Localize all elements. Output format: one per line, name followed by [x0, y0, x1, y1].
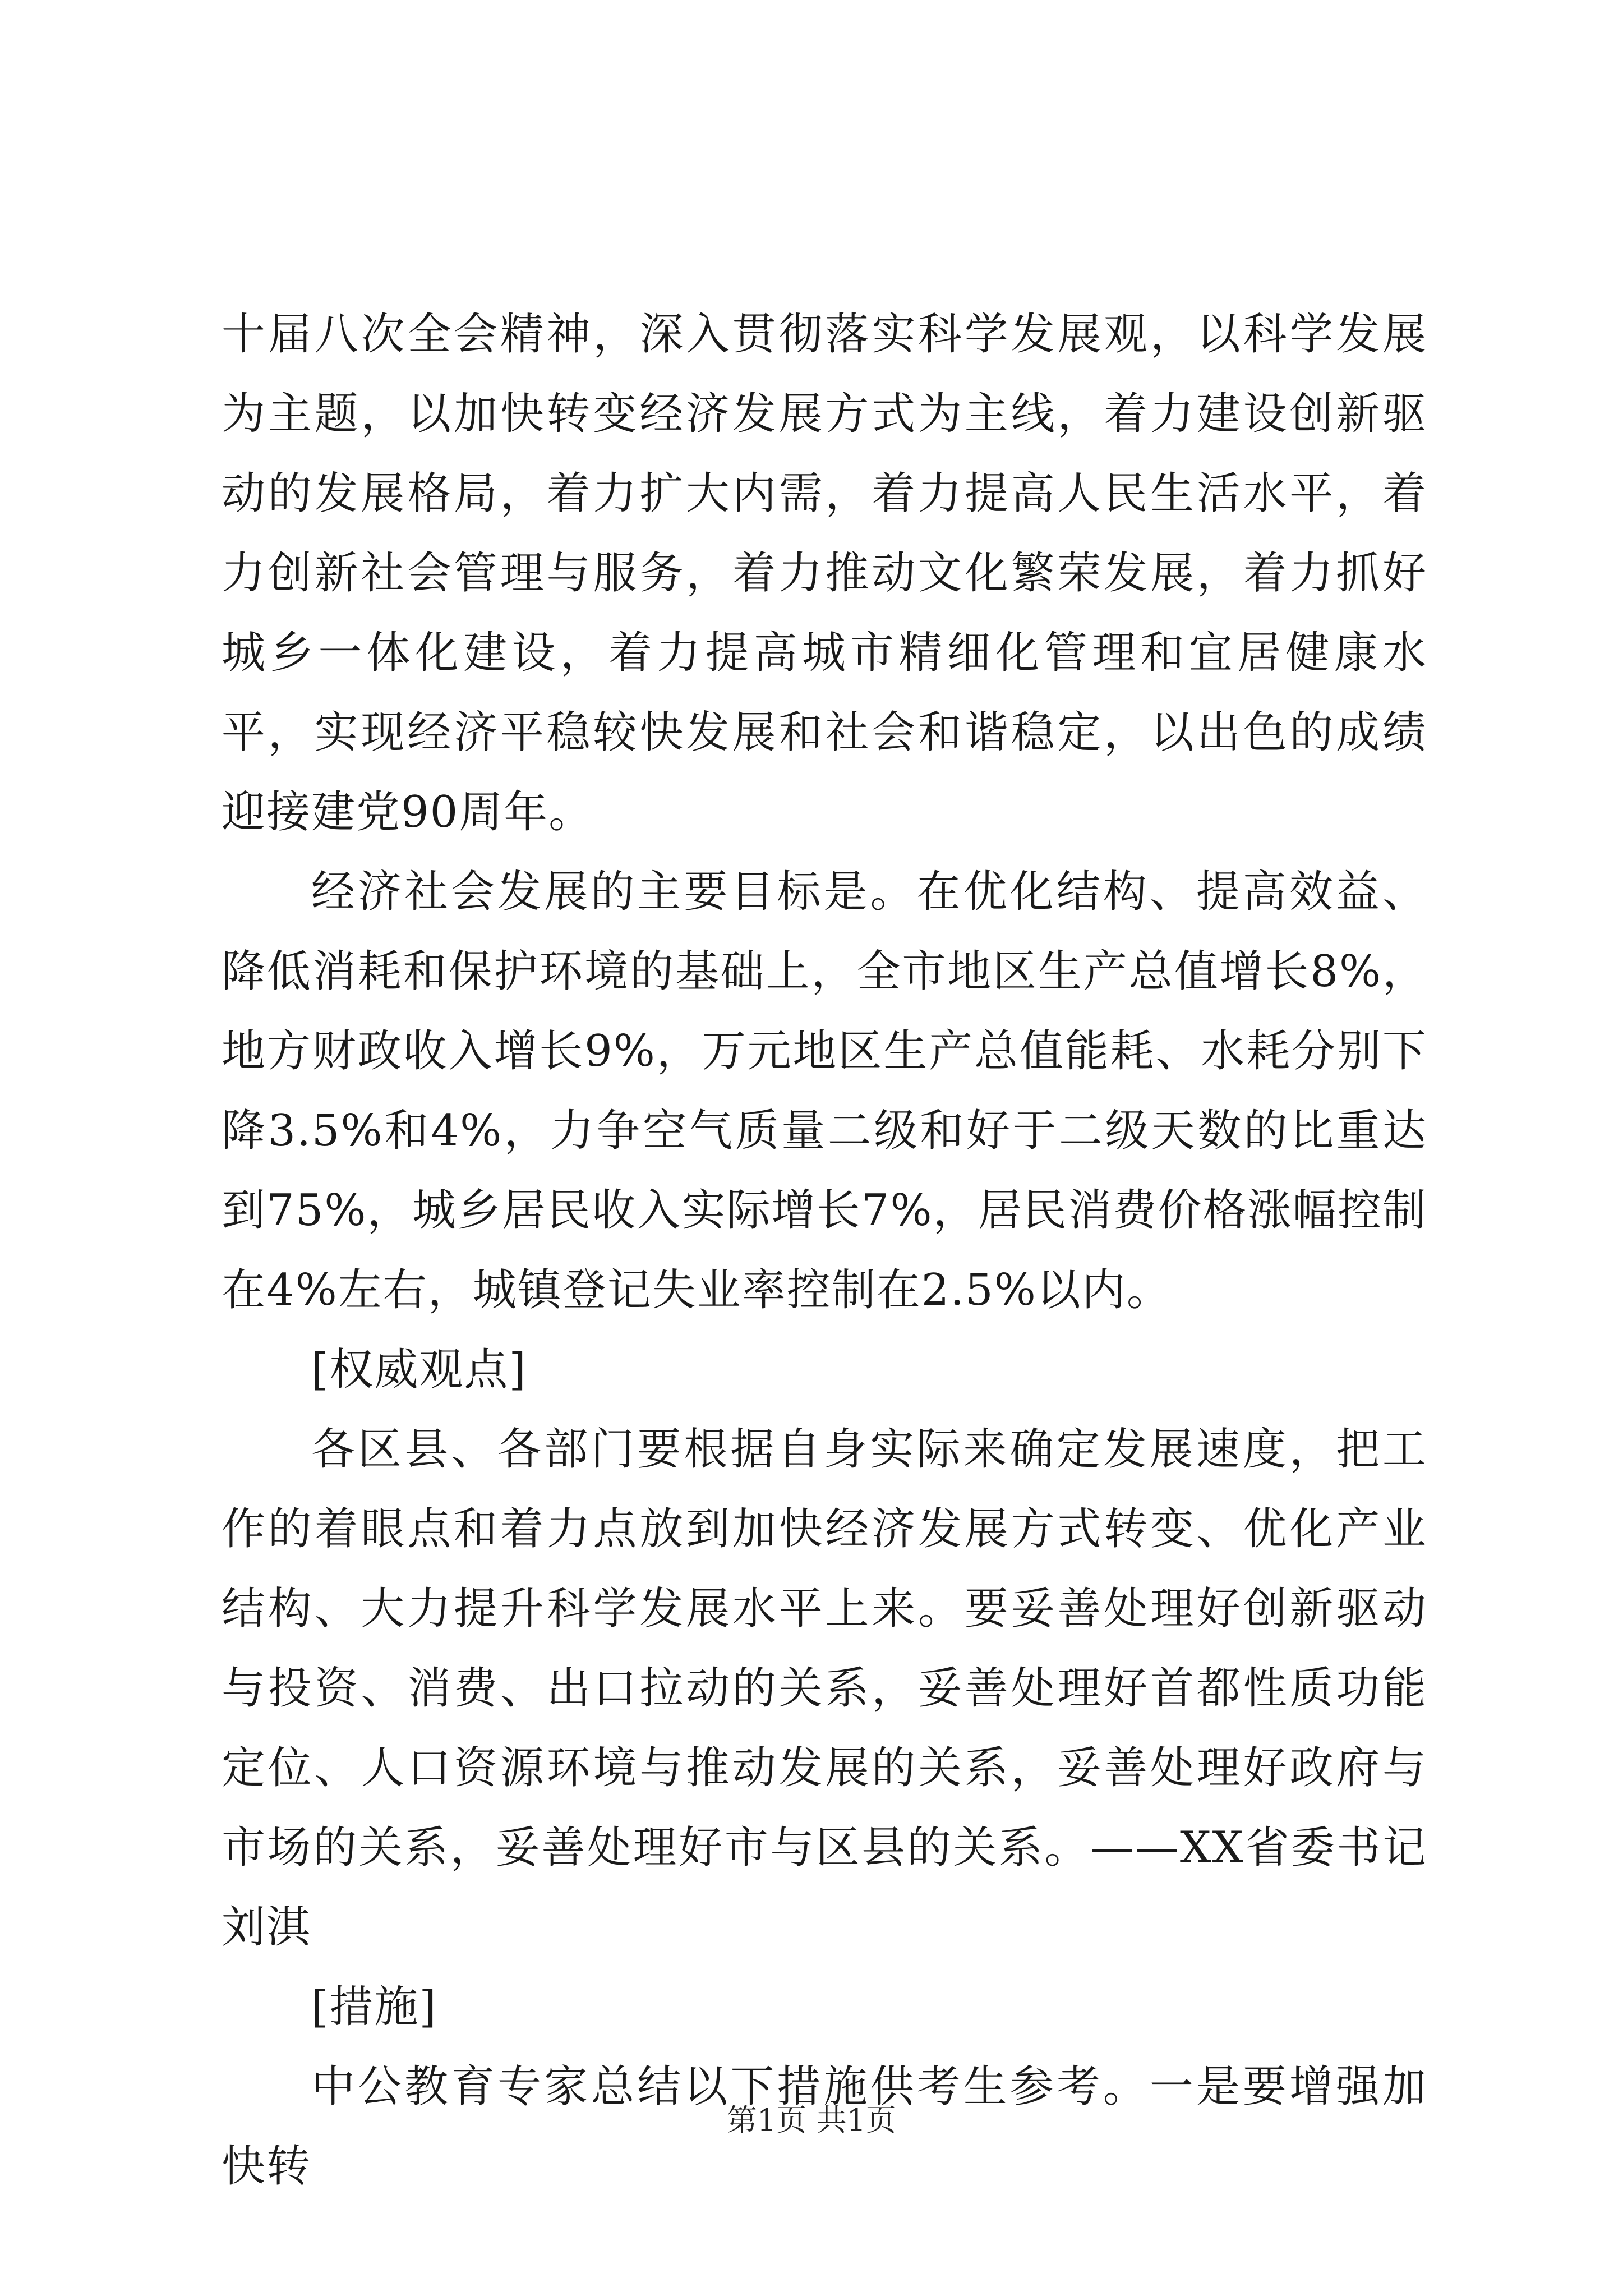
paragraph-main-targets: 经济社会发展的主要目标是。在优化结构、提高效益、降低消耗和保护环境的基础上，全市地区生产总值增长8%，地方财政收入增长9%，万元地区生产总值能耗、水耗分别下降3.5%和4%，力争空气质量二级和好于二级天数的比重达到75%，城乡居民收入实际增长7%，居民消费价格涨幅控制在4%左右，城镇登记失业率控制在2.5%以内。	[222, 867, 1427, 1315]
section-heading-measures: [措施]	[311, 1982, 437, 2032]
paragraph-measures: 中公教育专家总结以下措施供考生参考。一是要增强加快转	[222, 2062, 1427, 2192]
page-footer: 第1页 共1页	[727, 2102, 896, 2138]
section-heading-authoritative-view: [权威观点]	[311, 1345, 527, 1395]
document-body	[222, 295, 1427, 2206]
paragraph-authoritative-view: 各区县、各部门要根据自身实际来确定发展速度，把工作的着眼点和着力点放到加快经济发展方式转变、优化产业结构、大力提升科学发展水平上来。要妥善处理好创新驱动与投资、消费、出口拉动的关系，妥善处理好首都性质功能定位、人口资源环境与推动发展的关系，妥善处理好政府与市场的关系，妥善处理好市与区县的关系。——XX省委书记刘淇	[222, 1424, 1427, 1953]
paragraph-continuation: 十届八次全会精神，深入贯彻落实科学发展观，以科学发展为主题，以加快转变经济发展方式为主线，着力建设创新驱动的发展格局，着力扩大内需，着力提高人民生活水平，着力创新社会管理与服务，着力推动文化繁荣发展，着力抓好城乡一体化建设，着力提高城市精细化管理和宜居健康水平，实现经济平稳较快发展和社会和谐稳定，以出色的成绩迎接建党90周年。	[222, 309, 1427, 838]
